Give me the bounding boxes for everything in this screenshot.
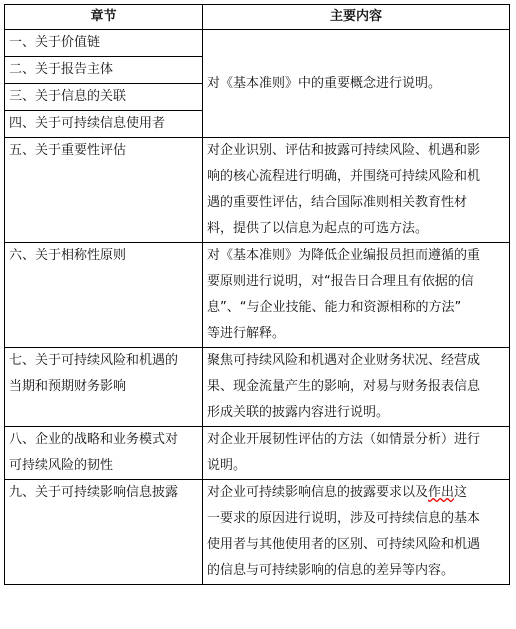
content-cell: 对《基本准则》为降低企业编报员担而遵循的重 要原则进行说明，对“报告日合理且有依据的信 息”、“与企业技能、能力和资源相称的方法” 等进行解释。	[203, 243, 510, 348]
header-chapter: 章节	[5, 5, 203, 30]
content-text: 对企业可持续影响信息的披露要求以及	[207, 485, 429, 500]
chapter-cell: 八、企业的战略和业务模式对 可持续风险的韧性	[5, 427, 203, 480]
content-cell: 对企业开展韧性评估的方法（如情景分析）进行 说明。	[203, 427, 510, 480]
table-row	[5, 30, 510, 57]
chapter-cell: 四、关于可持续信息使用者	[5, 111, 203, 138]
chapter-cell: 六、关于相称性原则	[5, 243, 203, 348]
chapter-cell: 二、关于报告主体	[5, 57, 203, 84]
table-header-row	[5, 5, 510, 30]
table-row	[5, 243, 510, 348]
spellcheck-underlined-text: 作出	[428, 485, 455, 500]
header-main-content: 主要内容	[203, 5, 510, 30]
chapter-cell: 九、关于可持续影响信息披露	[5, 480, 203, 585]
table-row	[5, 480, 510, 585]
chapter-cell: 三、关于信息的关联	[5, 84, 203, 111]
chapter-cell: 五、关于重要性评估	[5, 138, 203, 243]
content-cell	[203, 480, 510, 585]
table-row	[5, 427, 510, 480]
document-page	[4, 4, 510, 585]
table-row	[5, 348, 510, 427]
content-text: 这 一要求的原因进行说明，涉及可持续信息的基本 使用者与其他使用者的区别、可持续风险和机遇 的信息与可持续影响的信息的差异等内容。	[207, 485, 481, 578]
table-row	[5, 138, 510, 243]
chapter-cell: 七、关于可持续风险和机遇的 当期和预期财务影响	[5, 348, 203, 427]
chapter-cell: 一、关于价值链	[5, 30, 203, 57]
chapter-content-table	[4, 4, 510, 585]
content-cell: 对《基本准则》中的重要概念进行说明。	[203, 30, 510, 138]
content-cell: 对企业识别、评估和披露可持续风险、机遇和影 响的核心流程进行明确，并围绕可持续风险和机 遇的重要性评估，结合国际准则相关教育性材 料，提供了以信息为起点的可选方法。	[203, 138, 510, 243]
content-cell: 聚焦可持续风险和机遇对企业财务状况、经营成 果、现金流量产生的影响，对易与财务报表信息 形成关联的披露内容进行说明。	[203, 348, 510, 427]
